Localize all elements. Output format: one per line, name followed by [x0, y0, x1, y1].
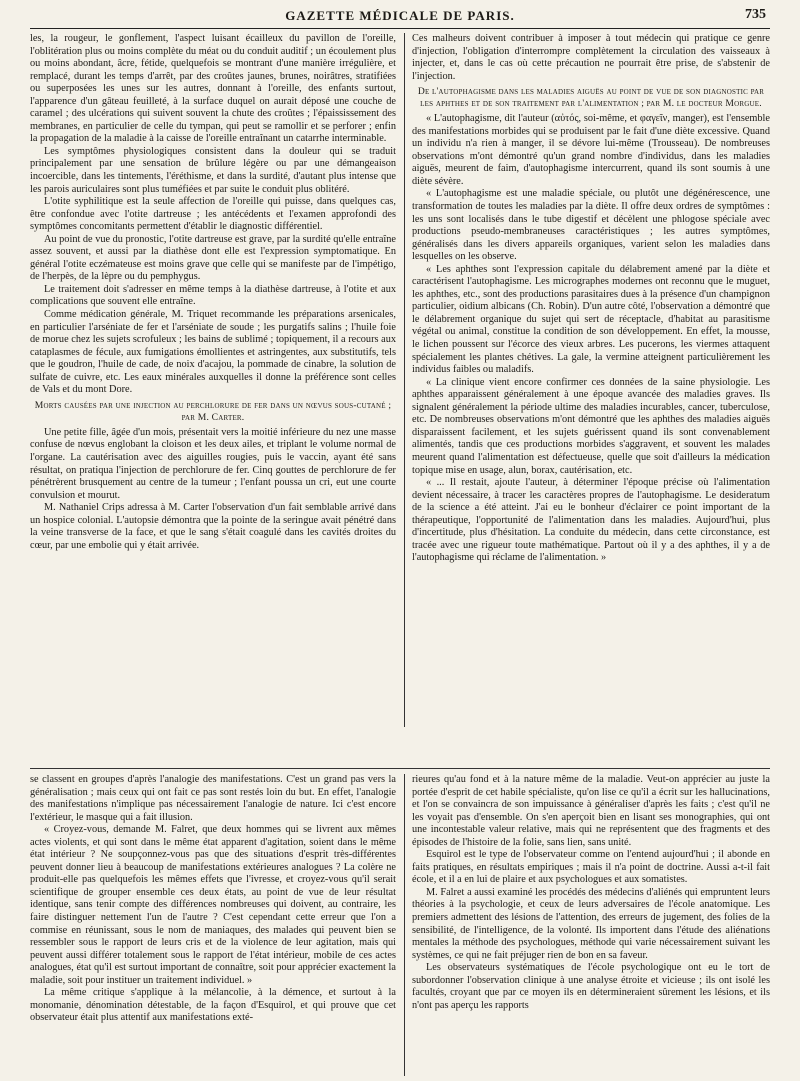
- bottom-right-column: [412, 774, 770, 1076]
- section-title: Morts causées par une injection au perchlorure de fer dans un nœvus sous-cutané ; par M. Carter.: [34, 399, 392, 423]
- journal-title: GAZETTE MÉDICALE DE PARIS.: [285, 8, 515, 23]
- bottom-left-column: [30, 774, 396, 1076]
- paragraph: M. Falret a aussi examiné les procédés des médecins d'aliénés qui empruntent leurs théories à la psychologie, et ceux de leurs adversaires de l'école anatomique. Les premiers admettent des lésions de l'attention, des erreurs de jugement, des folies de la sensibilité, de l'intelligence, de la volonté. Ils importent dans l'étude des aliénations mentales la méthode des psychologues, méthode qui varie nécessairement suivant les systèmes, ce qui ne fait préjuger rien de bon en sa faveur.: [412, 886, 770, 961]
- section-divider: [30, 768, 770, 769]
- paragraph: Au point de vue du pronostic, l'otite dartreuse est grave, par la surdité qu'elle entraîne assez souvent, et aussi par la diathèse dont elle est l'expression symptomatique. En général l'otite eczémateuse est moins grave que celle qui se manifeste par de l'impétigo, de l'herpès, de la lèpre ou du pemphygus.: [30, 233, 396, 283]
- paragraph: « Croyez-vous, demande M. Falret, que deux hommes qui se livrent aux mêmes actes violents, et qui sont dans le même état apparent d'agitation, soient dans le même état intérieur ? Ne soupçonnez-vous pas que des situations d'esprit très-différentes peuvent donner lieu à beaucoup de manifestations extérieures analogues ? La colère ne produit-elle pas quelquefois les mêmes effets que l'ivresse, et croyez-vous qu'il serait scientifique de grouper ensemble ces deux états, au point de vue de leur résultat identique, sans tenir compte des différences nombreuses qui doivent, au contraire, les faire distinguer nettement l'un de l'autre ? C'est cependant cette erreur que l'on a commise en réunissant, sous le nom de maniaques, des malades qui peuvent bien se ressembler sous le rapport de leurs cris et de la violence de leur agitation, mais qui peuvent aussi différer totalement sous le rapport de l'état intérieur, mobile de ces actes analogues, état qu'il est surtout important de connaître, soit pour apprécier exactement la maladie, soit pour instituer un traitement individuel. »: [30, 824, 396, 986]
- column-divider: [404, 33, 405, 727]
- page-number: 735: [745, 7, 766, 22]
- paragraph: La même critique s'applique à la mélancolie, à la démence, et surtout à la monomanie, dénomination détestable, de la façon d'Esquirol, et qui prouve que cet observateur était plus attentif aux manifestations exté-: [30, 987, 396, 1024]
- paragraph: « La clinique vient encore confirmer ces données de la saine physiologie. Les aphthes apparaissent généralement à une époque avancée des maladies graves. Ils signalent généralement la période ultime des maladies incurables, cancer, tuberculose, etc. De nombreuses observations m'ont démontré que les aphthes des maladies aiguës disparaissent facilement, et les sujets guérissent quand ils sont convenablement alimentés, tandis que ces productions morbides s'aggravent, et souvent les malades meurent quand l'alimentation est défectueuse, quelle que soit d'ailleurs la médication topique mise en usage, alun, borax, cautérisation, etc.: [412, 376, 770, 476]
- paragraph: Les symptômes physiologiques consistent dans la douleur qui se traduit principalement par une sensation de brûlure légère ou par une démangeaison incoercible, dans les tintements, l'éréthisme, et dans la surdité, d'autant plus intense que les parois auriculaires sont plus tuméfiées et par suite le conduit plus oblitéré.: [30, 145, 396, 195]
- paragraph: L'otite syphilitique est la seule affection de l'oreille qui puisse, dans quelques cas, être confondue avec l'otite dartreuse ; les antécédents et l'examen approfondi des symptômes concomitants permettent d'établir le diagnostic différentiel.: [30, 196, 396, 233]
- paragraph: Ces malheurs doivent contribuer à imposer à tout médecin qui pratique ce genre d'injection, l'obligation d'interrompre complètement la circulation des vaisseaux à injecter, et, dans le cas où cette précaution ne pourrait être prise, de s'abstenir de l'injection.: [412, 33, 770, 82]
- top-left-column: [30, 33, 396, 727]
- paragraph: Esquirol est le type de l'observateur comme on l'entend aujourd'hui ; il abonde en faits pratiques, en résultats empiriques ; mais il n'a point de doctrine. Aussi a-t-il fait école, et il a en lui de plaire et aux psychologues et aux somatistes.: [412, 849, 770, 886]
- paragraph: « L'autophagisme, dit l'auteur (αὐτός, soi-même, et φαγεῖν, manger), est l'ensemble des manifestations morbides qui se produisent par le fait d'une diète excessive. Quand un individu n'a rien à manger, il se dévore lui-même (Trousseau). De nombreuses observations m'ont démontré qu'un grand nombre d'individus, dans les maladies aiguës, meurent de faim, d'autophagisme intercurrent, quand ils sont soumis à une diète sévère.: [412, 113, 770, 187]
- paragraph: « L'autophagisme est une maladie spéciale, ou plutôt une dégénérescence, une transformation de toutes les maladies par la diète. Il offre deux ordres de symptômes : les uns sont localisés dans le tube digestif et décèlent une phlogose spéciale avec productions pseudo-membraneuses caractéristiques ; les autres symptômes, généralisés dans les divers appareils organiques, varient selon les maladies dans lesquelles on les observe.: [412, 188, 770, 263]
- paragraph: Le traitement doit s'adresser en même temps à la diathèse dartreuse, à l'otite et aux complications que souvent elle entraîne.: [30, 283, 396, 308]
- top-right-column: [412, 33, 770, 727]
- paragraph: « Les aphthes sont l'expression capitale du délabrement amené par la diète et caractérisent l'autophagisme. Les micrographes modernes ont reconnu que le muguet, les aphthes, etc., sont des productions parasitaires dues à la présence d'un champignon particulier, oidium albicans (Ch. Robin). D'un autre côté, l'observation a démontré que le délabrement organique du sujet qui sert de réceptacle, d'habitat au parasitisme végétal ou animal, constitue la condition de son développement. En effet, la mousse, le lichen poussent sur l'écorce des vieux arbres. Les pucerons, les viermes attaquent spécialement les plantes chétives. La gale, la vermine atteignent particulièrement les individus faibles ou maladifs.: [412, 263, 770, 376]
- page-header: [30, 6, 770, 29]
- paragraph: « ... Il restait, ajoute l'auteur, à déterminer l'époque précise où l'alimentation devient nécessaire, à tracer les caractères propres de l'autophagisme. Le desideratum de la science a été atteint. J'ai eu le bonheur d'éclairer ce point important de la thérapeutique, l'opportunité de l'alimentation dans les maladies. Aujourd'hui, plus d'incertitude, plus d'hésitation. La conduite du médecin, dans cette circonstance, est tracée avec une rigueur toute mathématique. Partout où il y a des aphthes, il y a de l'autophagisme qui réclame de l'alimentation. »: [412, 477, 770, 564]
- paragraph: Une petite fille, âgée d'un mois, présentait vers la moitié inférieure du nez une masse confuse de nœvus englobant la cloison et les deux ailes, et triplant le volume normal de l'organe. La cautérisation avec des aiguilles rougies, puis le vaccin, ayant été sans résultat, on pratiqua l'injection de perchlorure de fer. Cinq gouttes de perchlorure de fer pénétrèrent brusquement au centre de la tumeur ; l'enfant poussa un cri, eut une courte convulsion et mourut.: [30, 426, 396, 501]
- section-title: De l'autophagisme dans les maladies aiguës au point de vue de son diagnostic par les aphthes et de son traitement par l'alimentation ; par M. le docteur Morgue.: [417, 86, 765, 110]
- paragraph: se classent en groupes d'après l'analogie des manifestations. C'est un grand pas vers la généralisation ; mais ceux qui ont fait ce pas sont restés loin du but. En effet, l'analogie des manifestations n'implique pas nécessairement l'analogie de nature. Ici c'est encore l'extérieur, le masque qui a fait illusion.: [30, 774, 396, 823]
- paragraph: Comme médication générale, M. Triquet recommande les préparations arsenicales, en particulier l'arséniate de fer et l'arséniate de soude ; les purgatifs salins ; l'huile foie de morue chez les sujets scrofuleux ; les bains de sublimé ; topiquement, il a recours aux cataplasmes de fécule, aux fumigations émollientes et astringentes, aux substitutifs, tels que le goudron, l'huile de cade, de noix d'acajou, la pommade de cinabre, la solution de sulfate de cuivre, etc. Les eaux minérales auxquelles il donne la préférence sont celles de Vals et du mont Dore.: [30, 309, 396, 396]
- column-divider: [404, 774, 405, 1076]
- paragraph: rieures qu'au fond et à la nature même de la maladie. Veut-on apprécier au juste la portée d'esprit de cet habile spécialiste, qu'on lise ce qu'il a écrit sur les hallucinations, et l'on se convaincra de son impuissance à généraliser d'après les faits ; c'est qu'il ne les voyait pas d'ensemble. On s'en aperçoit bien en lisant ses monographies, qui ont une incontestable valeur relative, mais qui ne représentent que des fragments et des épisodes de l'histoire de la folie, sans lien, sans unité.: [412, 774, 770, 848]
- paragraph: les, la rougeur, le gonflement, l'aspect luisant écailleux du pavillon de l'oreille, l'oblitération plus ou moins complète du méat ou du conduit auditif ; un écoulement plus ou moins abondant, âcre, fétide, quelquefois se montrant d'une manière irrégulière, et remplacé, durant les temps d'arrêt, par des croûtes jaunes, brunes, noirâtres, stratifiées ou superposées les unes sur les autres, donnant à l'oreille, des enfants surtout, l'apparence d'un gâteau feuilleté, à la surface duquel on aurait déposé une couche de caramel ; des ulcérations qui suivent souvent la chute des croûtes ; l'épaississement des membranes, en particulier de celle du tympan, qui peut se ramollir et se perforer ; enfin la propagation de la maladie à la caisse de l'oreille entraînant un catarrhe interminable.: [30, 33, 396, 145]
- paragraph: Les observateurs systématiques de l'école psychologique ont eu le tort de subordonner l'observation clinique à une analyse étroite et vicieuse ; ils ont isolé les facultés, croyant que par ce moyen ils en détermineraient sûrement les lésions, et ils n'ont pas aperçu les rapports: [412, 962, 770, 1011]
- paragraph: M. Nathaniel Crips adressa à M. Carter l'observation d'un fait semblable arrivé dans un hospice colonial. L'autopsie démontra que la pointe de la seringue avait pénétré dans la veine transverse de la face, et que le sang s'était coagulé dans les cavités droites du cœur, par une embolie qui y était arrivée.: [30, 502, 396, 551]
